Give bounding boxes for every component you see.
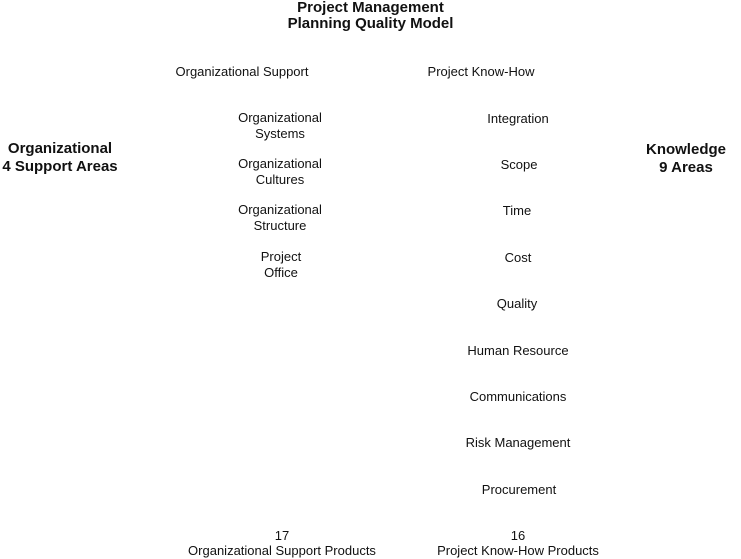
organizational-support-item (180, 156, 380, 187)
item-line: Office (264, 264, 298, 280)
knowledge-areas-label (640, 141, 732, 177)
item-line: Cultures (255, 171, 305, 187)
organizational-support-products-count: 17 (274, 528, 290, 543)
organizational-support-item (181, 249, 381, 280)
project-know-how-products-footer (388, 528, 648, 558)
title-line-2: Planning Quality Model (287, 15, 454, 32)
item-line: Organizational (238, 156, 322, 171)
diagram-title (0, 0, 741, 32)
knowledge-area-item: Quality (496, 296, 538, 311)
organizational-areas-label (0, 140, 120, 176)
organizational-support-header: Organizational Support (175, 64, 309, 79)
organizational-label-line-2: 4 Support Areas (2, 158, 118, 175)
project-know-how-header: Project Know-How (427, 64, 535, 79)
item-line: Structure (253, 217, 307, 233)
knowledge-label-line-2: 9 Areas (659, 159, 713, 176)
knowledge-area-item: Time (502, 203, 532, 218)
item-line: Organizational (238, 202, 322, 217)
title-line-1: Project Management (297, 0, 444, 16)
item-line: Systems (255, 125, 305, 141)
knowledge-area-item: Scope (500, 157, 538, 172)
knowledge-area-item: Communications (469, 389, 567, 404)
knowledge-area-item: Integration (487, 111, 549, 126)
knowledge-area-item: Human Resource (467, 343, 569, 358)
organizational-support-item (180, 110, 380, 141)
knowledge-area-item: Risk Management (465, 435, 571, 450)
project-know-how-products-label: Project Know-How Products (437, 543, 599, 558)
knowledge-label-line-1: Knowledge (645, 141, 726, 158)
organizational-label-line-1: Organizational (7, 140, 113, 157)
knowledge-area-item: Cost (504, 250, 532, 265)
item-line: Organizational (238, 110, 322, 125)
organizational-support-item (180, 202, 380, 233)
item-line: Project (260, 249, 302, 264)
organizational-support-products-label: Organizational Support Products (188, 543, 376, 558)
project-know-how-products-count: 16 (510, 528, 526, 543)
organizational-support-products-footer (152, 528, 412, 558)
knowledge-area-item: Procurement (481, 482, 557, 497)
